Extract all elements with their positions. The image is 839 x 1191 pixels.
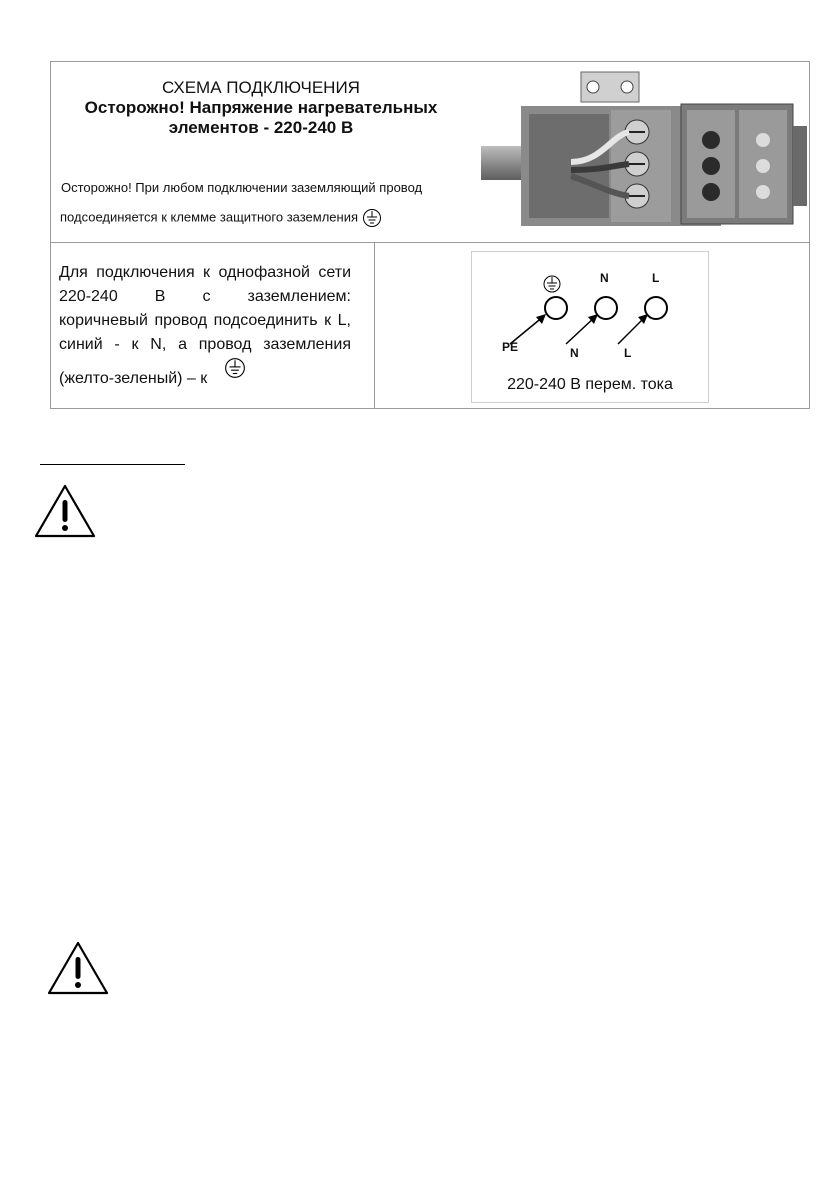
terminal-block-illustration <box>481 66 809 238</box>
wiring-terminals <box>472 252 708 372</box>
wiring-diagram <box>471 251 709 403</box>
top-label-l: L <box>652 271 660 285</box>
voltage-warning-line1: Осторожно! Напряжение нагревательных <box>84 98 438 117</box>
single-phase-row <box>51 243 809 408</box>
instruction-line-2: 220-240 В с заземлением: <box>59 288 351 305</box>
ground-note-line1: Осторожно! При любом подключении заземляющий провод <box>61 180 423 195</box>
instruction-line-5-wrap <box>59 357 351 391</box>
scheme-title: СХЕМА ПОДКЛЮЧЕНИЯ <box>162 78 360 97</box>
protective-earth-icon <box>544 276 560 292</box>
connection-scheme-row <box>51 62 809 243</box>
scheme-title-block <box>51 78 471 138</box>
connection-diagram-panel <box>50 61 810 409</box>
heading-underline <box>40 464 185 465</box>
l-terminal <box>645 297 667 319</box>
warning-triangle-icon <box>33 483 97 540</box>
n-terminal <box>595 297 617 319</box>
ground-note-line2: подсоединяется к клемме защитного заземления <box>60 209 359 225</box>
instruction-line-3: коричневый провод подсоединить к L, <box>59 312 351 329</box>
instruction-line-1: Для подключения к однофазной сети <box>59 264 351 281</box>
voltage-warning-line2: элементов - 220-240 В <box>168 118 354 137</box>
protective-earth-icon <box>224 357 246 379</box>
ground-note-line2-wrap <box>60 208 382 228</box>
ground-note <box>60 180 476 225</box>
single-phase-instructions-cell <box>51 243 375 408</box>
instruction-line-5: (желто-зеленый) – к <box>59 370 208 387</box>
bottom-label-n: N <box>570 346 579 360</box>
pe-terminal <box>545 297 567 319</box>
warning-triangle-icon <box>46 940 110 997</box>
wiring-caption: 220-240 В перем. тока <box>507 376 673 393</box>
instruction-line-4: синий - к N, а провод заземления <box>59 336 351 353</box>
protective-earth-icon <box>362 208 382 228</box>
single-phase-instructions <box>59 261 351 391</box>
bottom-label-pe: PE <box>502 340 519 354</box>
top-label-n: N <box>600 271 609 285</box>
bottom-label-l: L <box>624 346 632 360</box>
